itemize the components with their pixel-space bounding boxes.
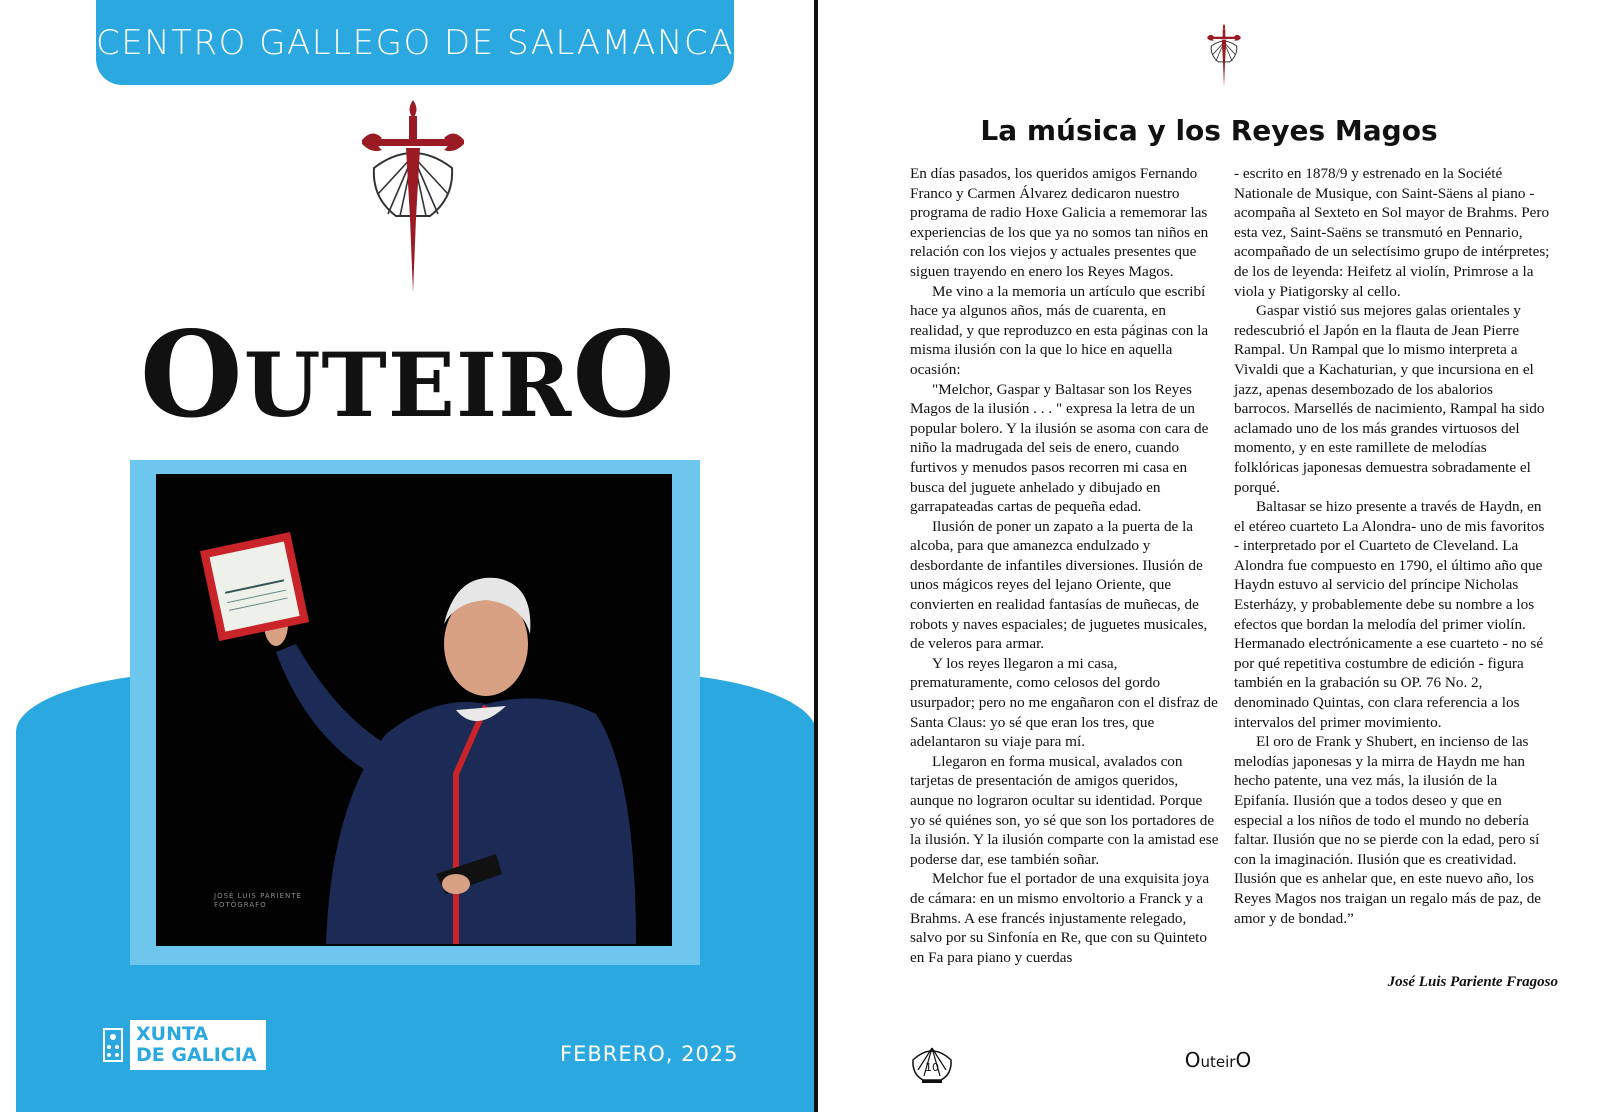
issue-date: FEBRERO, 2025 [560,1042,739,1066]
footer-brand-final: O [1235,1048,1252,1072]
santiago-cross-shell-icon [1206,20,1242,92]
article-paragraph: El oro de Frank y Shubert, en incienso de las melodías japonesas y la mirra de Haydn me han hecho patente, una vez más, la ilusión de la Epifanía. Ilusión que a todos deseo y que en especial a los niños de todo el mundo no debería faltar. Ilusión que no se pierde con la edad, pero sí con la imaginación. Ilusión que es creatividad. Ilusión que es anhelar que, en este nuevo año, los Reyes Magos nos traigan un regalo más de paz, de amor y de bondad.” [1234,733,1542,927]
santiago-cross-shell-icon [358,98,468,298]
cover-photo-frame [130,460,700,965]
masthead-final: O [572,305,677,444]
photo-credit-role: FOTÓGRAFO [214,901,267,909]
article-paragraph: - escrito en 1878/9 y estrenado en la Société Nationale de Musique, con Saint-Säens al piano - acompaña al Sexteto en Sol mayor de Brahms. Pero esta vez, Saint-Saëns se transmutó en Pennario, acompañado de un selectísimo grupo de intérpretes; de los de leyenda: Heifetz al violín, Primrose a la viola y Piatigorsky al cello. [1234,165,1550,300]
article-page [818,0,1600,1112]
cover-banner-text: CENTRO GALLEGO DE SALAMANCA [96,22,734,63]
article-paragraph: Gaspar vistió sus mejores galas orientales y redescubrió el Japón en la flauta de Jean Pierre Rampal. Un Rampal que lo mismo interpreta a Vivaldi que a Kachaturian, y que incursiona en el jazz, apenas desembozado de los abalorios barrocos. Marsellés de nacimiento, Rampal ha sido aclamado uno de los más grandes virtuosos del momento, y en este ramillete de melodías folklóricas japonesas demuestra sobradamente el porqué. [1234,302,1545,496]
article-paragraph: Ilusión de poner un zapato a la puerta de la alcoba, para que amanezca endulzado y desbordante de infantiles diversiones. Ilusión de unos mágicos reyes del lejano Oriente, que convierten en realidad fantasías de muñecas, de robots y naves espaciales; de juguetes musicales, de veleros para armar. [910,517,1208,653]
author-signature: José Luis Pariente Fragoso [1387,974,1558,990]
footer-brand-middle: uteir [1200,1053,1236,1071]
footer-brand-initial: O [1184,1048,1201,1072]
cover-banner [96,0,734,85]
masthead-middle: UTEIR [243,333,573,437]
xunta-text-line1: XUNTA [136,1023,209,1045]
article-paragraph: Me vino a la memoria un artículo que escribí hace ya algunos años, más de cuarenta, en realidad, y que reproduzco en esta páginas con la misma ilusión con la que lo hice en aquella ocasión: [910,282,1209,378]
xunta-text-line2: DE GALICIA [136,1044,257,1066]
article-column-right [1234,164,1550,928]
masthead-initial: O [139,305,244,444]
article-paragraph: En días pasados, los queridos amigos Fernando Franco y Carmen Álvarez dedicaron nuestro programa de radio Hoxe Galicia a rememorar las experiencias de los que ya no somos tan niños en relación con los viejos y actuales presentes que siguen trayendo en enero los Reyes Magos. [910,165,1209,280]
photo-credit [214,892,302,910]
cover-photo [156,474,672,946]
photo-credit-name: JOSÉ LUIS PARIENTE [214,892,302,900]
xunta-de-galicia-logo [96,1020,266,1070]
footer-brand [1168,1048,1268,1072]
page-number: 10 [925,1061,939,1074]
article-title: La música y los Reyes Magos [980,114,1438,147]
article-column-left [910,164,1220,967]
article-paragraph: Baltasar se hizo presente a través de Haydn, en el etéreo cuarteto La Alondra- uno de mis favoritos - interpretado por el Cuarteto de Cleveland. La Alondra fue compuesto en 1790, el último año que Haydn estuvo al servicio del príncipe Nicholas Esterházy, y probablemente debe su nombre a los efectos que bordan la melodía del primer violín. Hermanado electrónicamente a ese cuarteto - no sé por qué repetitiva costumbre de edición - figura también en la grabación su OP. 76 No. 2, denominado Quintas, con clara referencia a los intervalos del primer movimiento. [1234,498,1545,731]
article-paragraph: Melchor fue el portador de una exquisita joya de cámara: en un mismo envoltorio a Franck y a Brahms. A ese francés injustamente relegado, salvo por su Sinfonía en Re, que con su Quinteto en Fa para piano y cuerdas [910,870,1210,966]
masthead [0,300,816,460]
article-paragraph: Llegaron en forma musical, avalados con tarjetas de presentación de amigos queridos, aunque no lograron ocultar su identidad. Porque yo sé quiénes son, yo sé que son los portadores de la ilusión. Y la ilusión comparte con la amistad ese poderse dar, ese también soñar. [910,752,1219,868]
article-paragraph: "Melchor, Gaspar y Baltasar son los Reyes Magos de la ilusión . . . " expresa la letra de un popular bolero. Y la ilusión se asoma con cara de niño la madrugada del seis de enero, cuando furtivos y menudos pasos recorren mi casa en busca del juguete anhelado y dibujado en garrapateadas cartas de pequeña edad. [910,380,1209,516]
xunta-crest-icon [96,1020,130,1070]
article-paragraph: Y los reyes llegaron a mi casa, prematuramente, como celosos del gordo usurpador; pero no me engañaron con el disfraz de Santa Claus: yo sé que eran los tres, que adelantaron su viaje para mí. [910,654,1218,751]
man-holding-plaque-illustration [156,474,672,946]
xunta-text [130,1024,257,1066]
